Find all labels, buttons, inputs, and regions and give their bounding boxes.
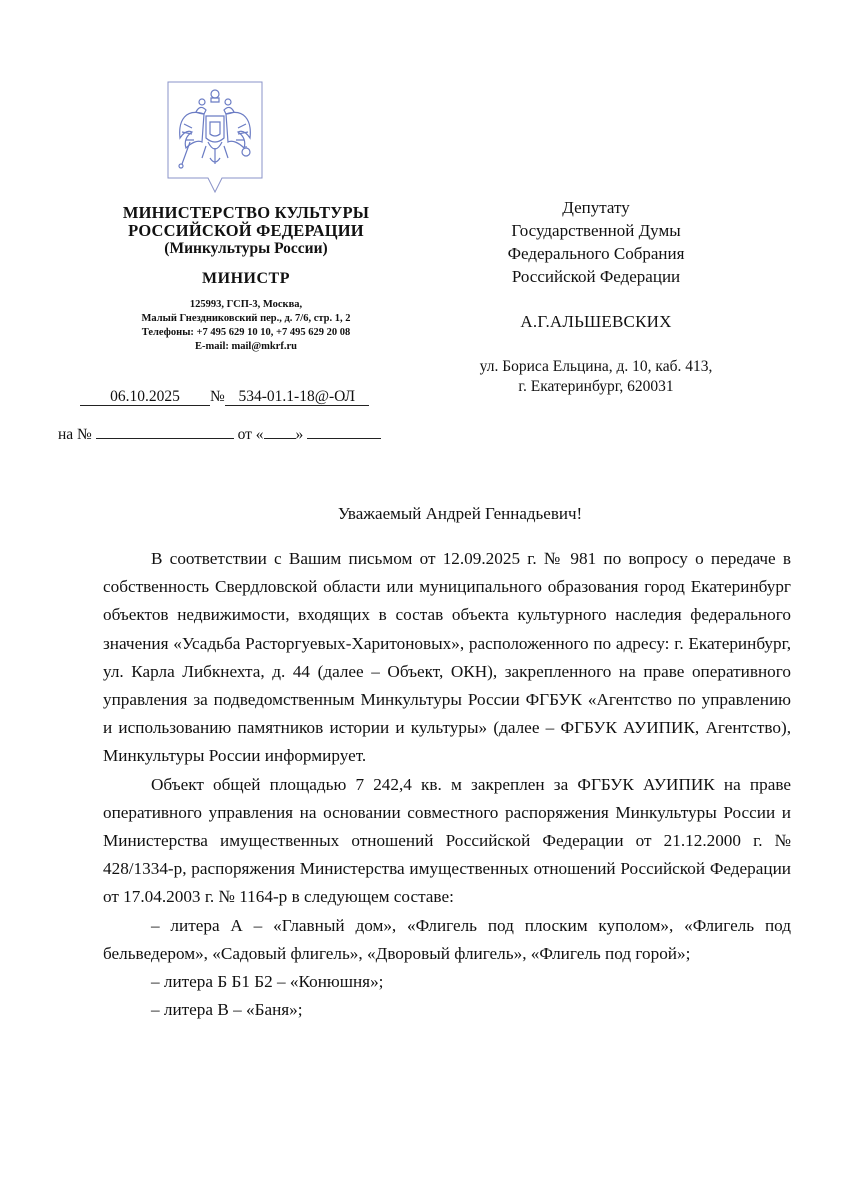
paragraph: В соответствии с Вашим письмом от 12.09.2025 г. № 981 по вопросу о передаче в собственность Свердловской области или муниципального образования город Екатеринбург объектов недвижимости, входящих в состав объекта культурного наследия федерального значения «Усадьба Расторгуевых-Харитоновых», расположенного по адресу: г. Екатеринбург, ул. Карла Либкнехта, д. 44 (далее – Объект, ОКН), закрепленного на праве оперативного управления за подведомственным Минкультуры России ФГБУК «Агентство по управлению и использованию памятников истории и культуры» (далее – ФГБУК АУИПИК, Агентство), Минкультуры России информирует. [103,549,791,766]
paragraph: Объект общей площадью 7 242,4 кв. м закреплен за ФГБУК АУИПИК на праве оперативного управления на основании совместного распоряжения Минкультуры России и Министерства имущественных отношений Российской Федерации от 21.12.2000 г. № 428/1334-р, распоряжения Министерства имущественных отношений Российской Федерации от 17.04.2003 г. № 1164-р в следующем составе: [103,774,791,907]
coat-of-arms-icon [166,80,264,196]
organization-name-line2: РОССИЙСКОЙ ФЕДЕРАЦИИ [128,221,364,240]
addressee-role [446,196,746,288]
salutation: Уважаемый Андрей Геннадьевич! [337,504,583,523]
addressee-role-line1: Депутату [562,198,630,217]
reference-month-blank [307,424,381,439]
organization-name-line1: МИНИСТЕРСТВО КУЛЬТУРЫ [122,203,370,222]
organization-email: E-mail: mail@mkrf.ru [195,341,297,352]
reference-quote-close: » [295,426,304,443]
reference-number-blank [96,424,234,439]
reference-number-label: на № [58,426,92,443]
outgoing-date: 06.10.2025 [80,389,210,406]
organization-phones: Телефоны: +7 495 629 10 10, +7 495 629 20 08 [141,327,351,338]
addressee-street: ул. Бориса Ельцина, д. 10, каб. 413, [479,358,713,375]
organization-address-line2: Малый Гнездниковский пер., д. 7/6, стр. 1, 2 [141,313,351,324]
addressee-role-line4: Российской Федерации [511,267,681,286]
addressee-name: А.Г.АЛЬШЕВСКИХ [520,312,672,331]
outgoing-number: 534-01.1-18@-ОЛ [225,389,369,406]
organization-address-line1: 125993, ГСП-3, Москва, [189,299,303,310]
list-item: – литера В – «Баня»; [151,1000,303,1020]
organization-abbreviation: (Минкультуры России) [164,240,328,257]
addressee-city: г. Екатеринбург, 620031 [518,378,674,395]
list-item: – литера А – «Главный дом», «Флигель под плоским куполом», «Флигель под бельведером», «Садовый флигель», «Дворовый флигель», «Флигель под горой»; [103,915,791,963]
addressee-address [446,357,746,397]
registration-line [80,388,369,406]
addressee-role-line2: Государственной Думы [511,221,681,240]
letter-body [103,545,791,1024]
organization-contacts [60,298,432,354]
reference-line [58,424,381,444]
sender-position: МИНИСТР [202,270,290,287]
reference-date-label: от « [237,426,264,443]
number-sign: № [210,388,225,405]
addressee-role-line3: Федерального Собрания [507,244,685,263]
organization-name [60,204,432,240]
list-item: – литера Б Б1 Б2 – «Конюшня»; [151,972,384,992]
reference-day-blank [264,424,296,439]
